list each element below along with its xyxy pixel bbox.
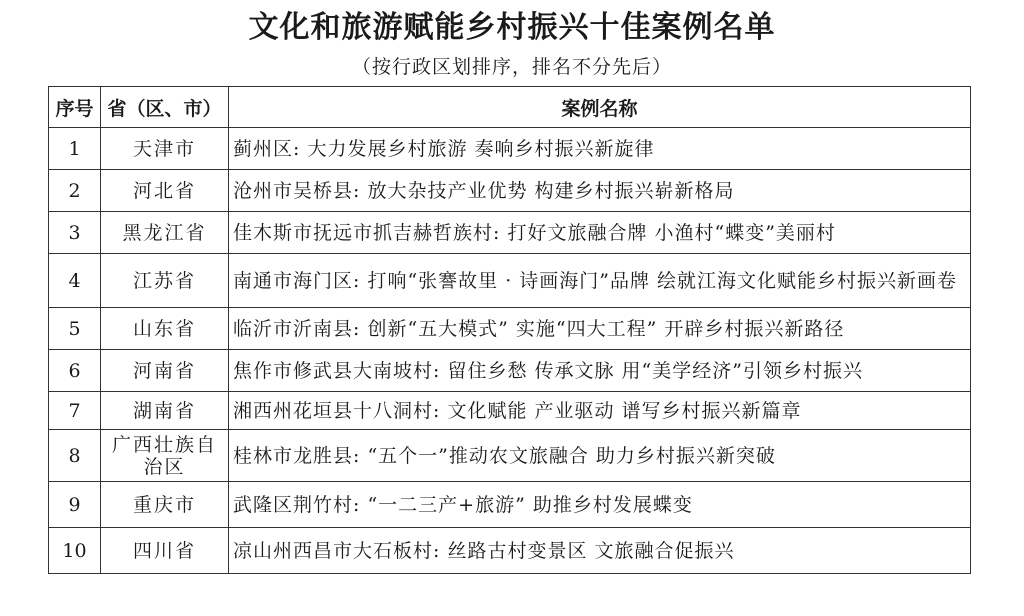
table-row — [49, 254, 971, 308]
header-case-name: 案例名称 — [229, 87, 971, 128]
row-case-name: 南通市海门区: 打响“张謇故里 · 诗画海门”品牌 绘就江海文化赋能乡村振兴新画卷 — [229, 254, 971, 308]
table-row — [49, 430, 971, 482]
table-row — [49, 128, 971, 170]
table-row — [49, 212, 971, 254]
page-title: 文化和旅游赋能乡村振兴十佳案例名单 — [248, 10, 776, 45]
table-row — [49, 392, 971, 430]
row-no: 8 — [49, 430, 101, 482]
row-no: 7 — [49, 392, 101, 430]
table-row — [49, 350, 971, 392]
row-province: 四川省 — [101, 528, 229, 574]
row-case-name: 临沂市沂南县: 创新“五大模式” 实施“四大工程” 开辟乡村振兴新路径 — [229, 308, 971, 350]
table-row — [49, 528, 971, 574]
row-no: 5 — [49, 308, 101, 350]
page-subtitle: （按行政区划排序，排名不分先后） — [351, 56, 672, 78]
row-case-name: 沧州市吴桥县: 放大杂技产业优势 构建乡村振兴崭新格局 — [229, 170, 971, 212]
table-header-row — [49, 87, 971, 128]
row-province: 重庆市 — [101, 482, 229, 528]
case-list-table — [48, 86, 971, 574]
table-row — [49, 170, 971, 212]
table-row — [49, 482, 971, 528]
row-province: 河北省 — [101, 170, 229, 212]
table-row — [49, 308, 971, 350]
row-no: 1 — [49, 128, 101, 170]
row-province: 河南省 — [101, 350, 229, 392]
row-province: 湖南省 — [101, 392, 229, 430]
row-province: 江苏省 — [101, 254, 229, 308]
row-province: 广西壮族自治区 — [101, 430, 229, 482]
header-province: 省（区、市） — [101, 87, 229, 128]
row-no: 6 — [49, 350, 101, 392]
row-no: 2 — [49, 170, 101, 212]
row-case-name: 湘西州花垣县十八洞村: 文化赋能 产业驱动 谱写乡村振兴新篇章 — [229, 392, 971, 430]
row-case-name: 凉山州西昌市大石板村: 丝路古村变景区 文旅融合促振兴 — [229, 528, 971, 574]
row-no: 10 — [49, 528, 101, 574]
row-no: 3 — [49, 212, 101, 254]
row-case-name: 武隆区荆竹村: “一二三产+旅游” 助推乡村发展蝶变 — [229, 482, 971, 528]
row-case-name: 蓟州区: 大力发展乡村旅游 奏响乡村振兴新旋律 — [229, 128, 971, 170]
row-case-name: 桂林市龙胜县: “五个一”推动农文旅融合 助力乡村振兴新突破 — [229, 430, 971, 482]
header-no: 序号 — [49, 87, 101, 128]
row-case-name: 焦作市修武县大南坡村: 留住乡愁 传承文脉 用“美学经济”引领乡村振兴 — [229, 350, 971, 392]
row-no: 9 — [49, 482, 101, 528]
row-province: 山东省 — [101, 308, 229, 350]
row-province: 天津市 — [101, 128, 229, 170]
row-province: 黑龙江省 — [101, 212, 229, 254]
row-no: 4 — [49, 254, 101, 308]
row-case-name: 佳木斯市抚远市抓吉赫哲族村: 打好文旅融合牌 小渔村“蝶变”美丽村 — [229, 212, 971, 254]
